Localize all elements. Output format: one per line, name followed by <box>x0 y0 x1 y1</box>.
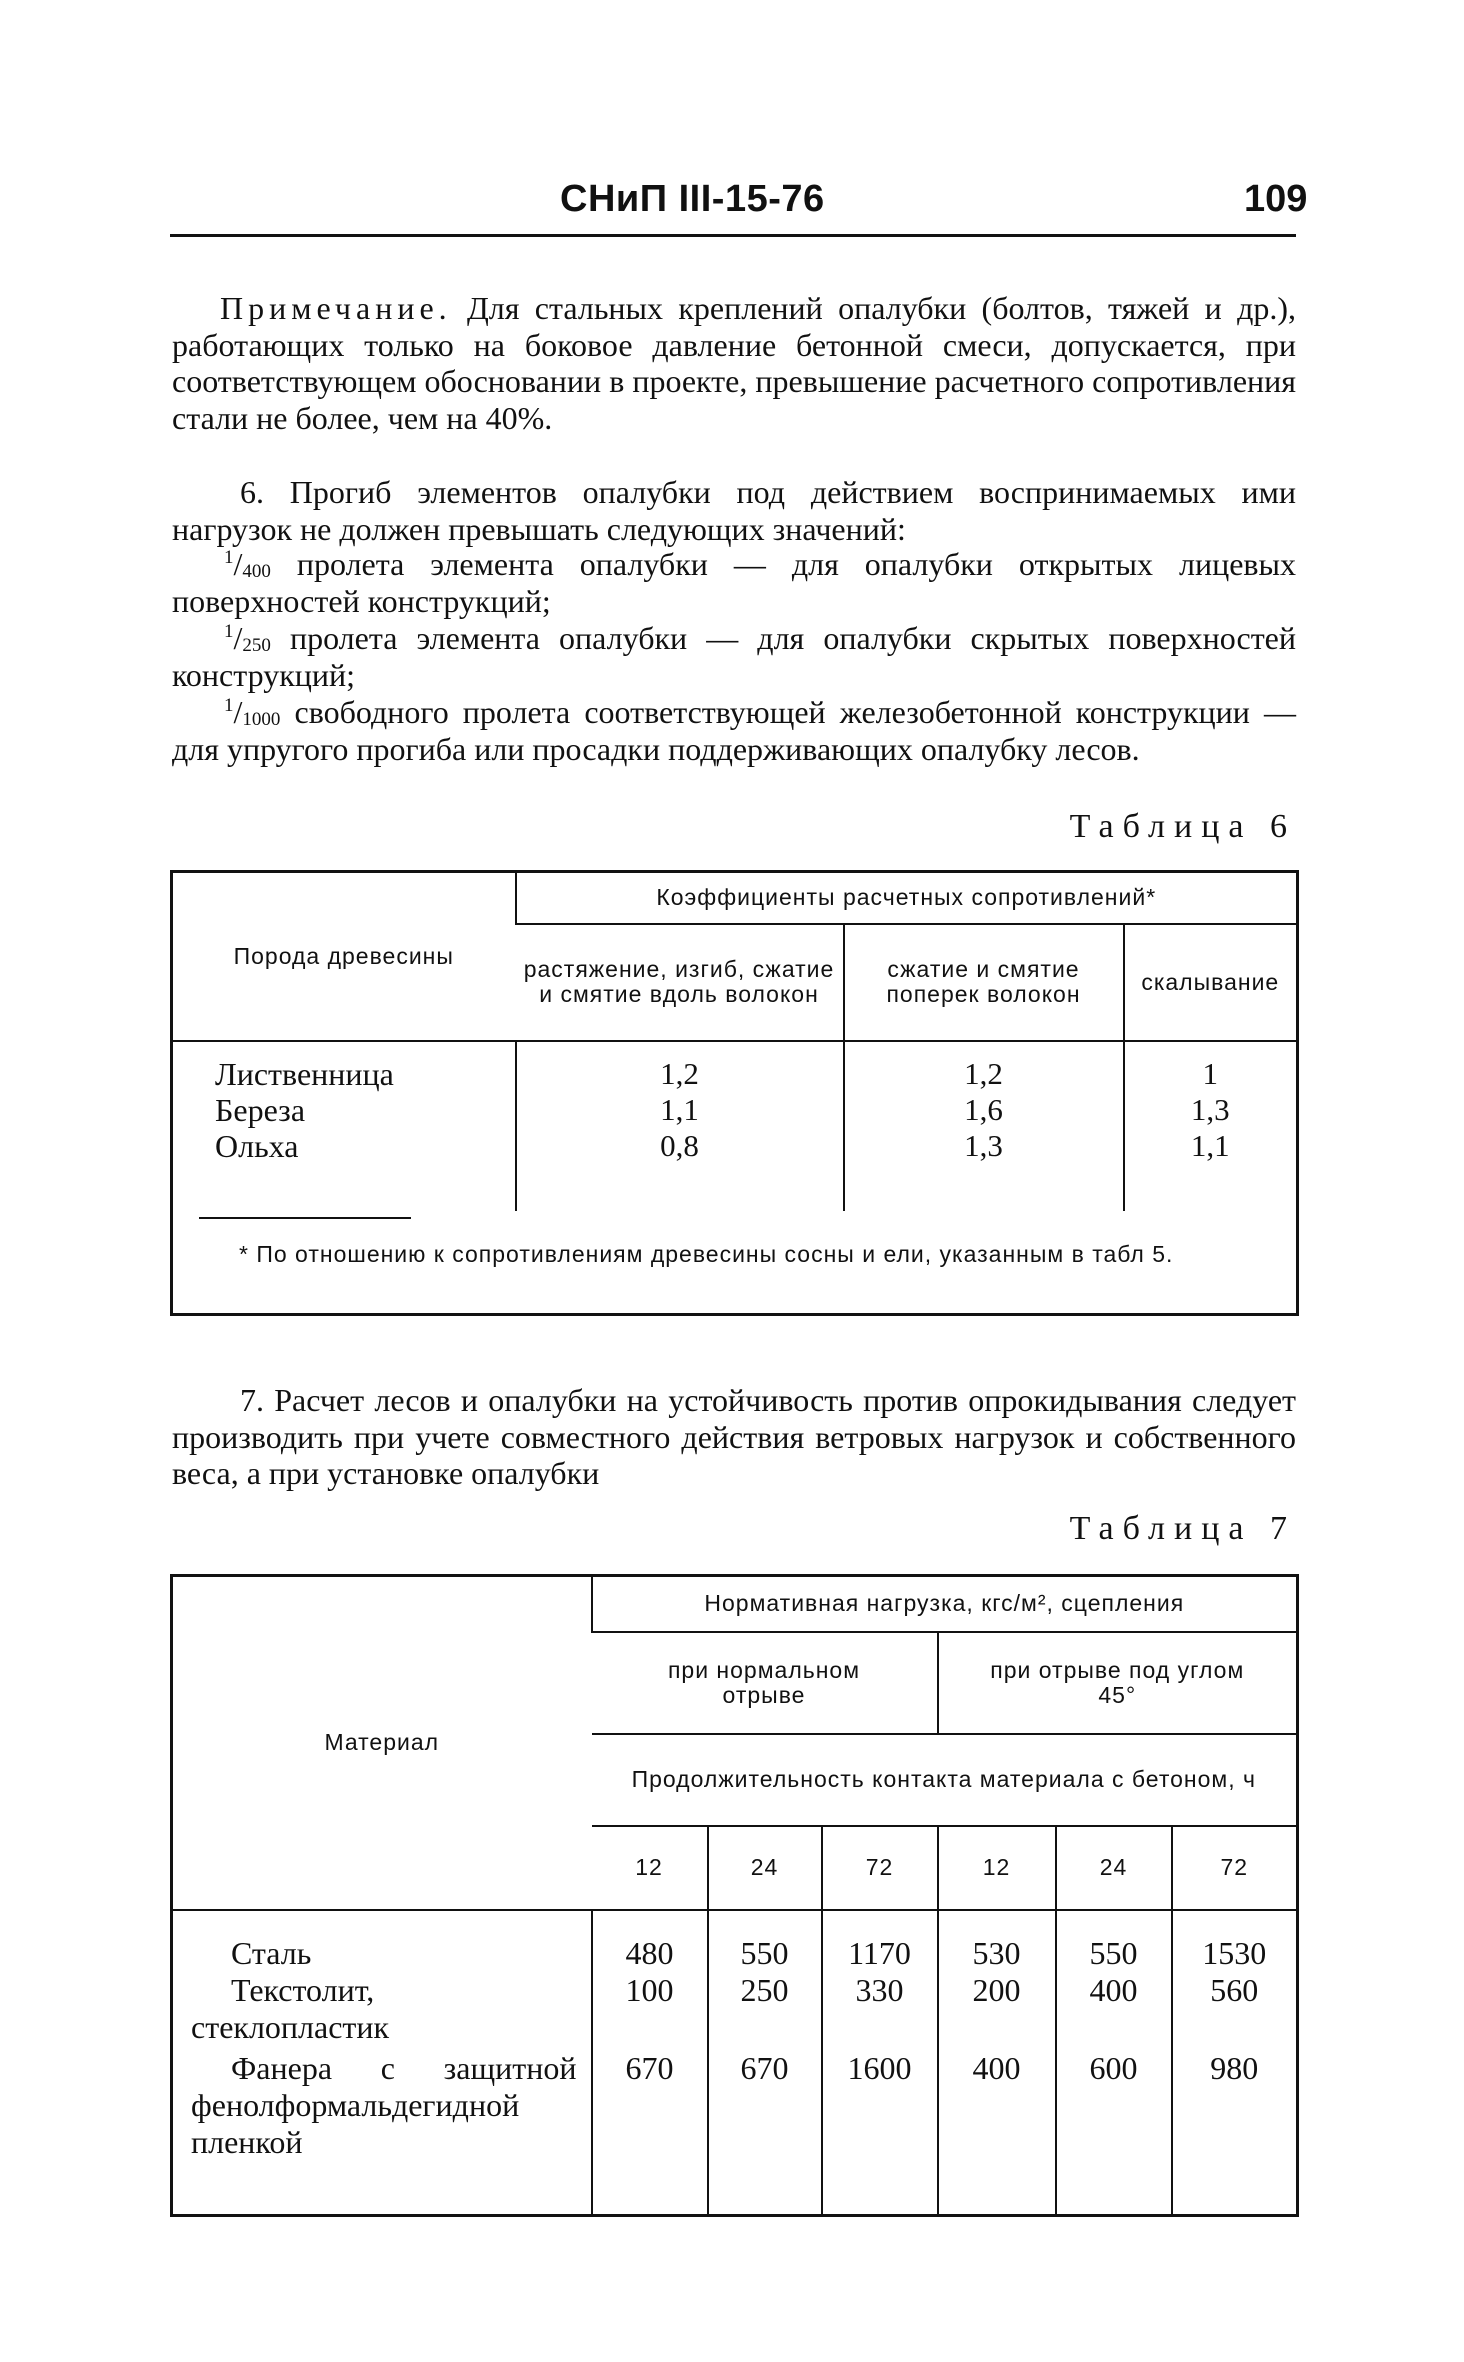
item-6-limit-1: $^1/_{400}$ пролета элемента опалубки — для опалубки открытых лицевых поверхностей конструкций; <box>172 546 1297 619</box>
table-6-footnote: * По отношению к сопротивлениям древесины сосны и ели, указанным в табл 5. <box>239 1240 1174 1267</box>
table-7 <box>170 1574 1299 2217</box>
table-7-hours: 12 <box>938 1826 1056 1910</box>
table-7-hours: 72 <box>1172 1826 1298 1910</box>
table-7-caption: Таблица 7 <box>1069 1510 1296 1547</box>
table-7-hours: 24 <box>1056 1826 1172 1910</box>
table-7-hours: 72 <box>822 1826 938 1910</box>
table-7-col-normal: при нормальном отрыве <box>592 1632 938 1734</box>
table-row: Береза <box>215 1091 306 1128</box>
item-6-limit-2: $^1/_{250}$ пролета элемента опалубки — для опалубки скрытых поверхностей конструкций; <box>172 620 1297 693</box>
note-text: Для стальных креплений опалубки (болтов, тяжей и др.), работающих только на боковое давление бетонной смеси, допускается, при соответствующем обосновании в проекте, превышение расчетного сопротивления стали не более, чем на 40%. <box>172 290 1297 436</box>
table-7-group-header: Нормативная нагрузка, кгс/м², сцепления <box>592 1576 1298 1632</box>
page-number: 109 <box>1244 178 1308 220</box>
table-row: Фанера с защитной фенолформальдегидной пленкой 670 670 1600 400 600 980 <box>172 2046 1298 2216</box>
table-6-col-along: растяжение, изгиб, сжатие и смятие вдоль волокон <box>516 924 844 1041</box>
fraction-1-250: $^1/_{250}$ <box>224 620 271 656</box>
table-6-col-across: сжатие и смятие поперек волокон <box>844 924 1124 1041</box>
table-6-col-shear: скалывание <box>1124 924 1298 1041</box>
table-row: Сталь 480 550 1170 530 550 1530 <box>172 1910 1298 1972</box>
item-6-limit-3: $^1/_{1000}$ свободного пролета соответствующей железобетонной конструкции — для упругого прогиба или просадки поддерживающих опалубку лесов. <box>172 694 1297 767</box>
table-row: Лиственница <box>215 1055 394 1092</box>
table-7-col-45deg: при отрыве под углом 45° <box>938 1632 1298 1734</box>
table-7-hours: 12 <box>592 1826 708 1910</box>
table-6-footnote-cell <box>172 1211 1298 1315</box>
note-label: Примечание. <box>220 290 452 326</box>
footnote-rule <box>199 1217 411 1219</box>
fraction-1-400: $^1/_{400}$ <box>224 546 271 582</box>
item-6-intro: 6. Прогиб элементов опалубки под действием воспринимаемых ими нагрузок не должен превышать следующих значений: <box>172 474 1296 547</box>
table-6 <box>170 870 1299 1316</box>
table-7-duration-header: Продолжительность контакта материала с бетоном, ч <box>592 1734 1298 1826</box>
table-6-values-along: 1,2 1,1 0,8 <box>516 1041 844 1211</box>
table-6-col-species: Порода древесины <box>172 872 516 1041</box>
item-7-paragraph: 7. Расчет лесов и опалубки на устойчивость против опрокидывания следует производить при учете совместного действия ветровых нагрузок и собственного веса, а при установке опалубки <box>172 1382 1296 1491</box>
header-rule <box>170 234 1296 237</box>
table-6-group-header: Коэффициенты расчетных сопротивлений* <box>516 872 1298 924</box>
table-6-values-shear: 1 1,3 1,1 <box>1124 1041 1298 1211</box>
table-6-species-list <box>172 1041 516 1211</box>
table-row: Ольха <box>215 1127 299 1164</box>
table-6-values-across: 1,2 1,6 1,3 <box>844 1041 1124 1211</box>
table-6-caption: Таблица 6 <box>1069 808 1296 845</box>
table-row: Текстолит, стеклопластик 100 250 330 200 400 560 <box>172 1972 1298 2046</box>
table-7-col-material: Материал <box>172 1576 592 1910</box>
fraction-1-1000: $^1/_{1000}$ <box>224 694 281 730</box>
table-7-hours: 24 <box>708 1826 822 1910</box>
document-code: СНиП III-15-76 <box>560 178 825 220</box>
note-paragraph <box>172 290 1296 436</box>
